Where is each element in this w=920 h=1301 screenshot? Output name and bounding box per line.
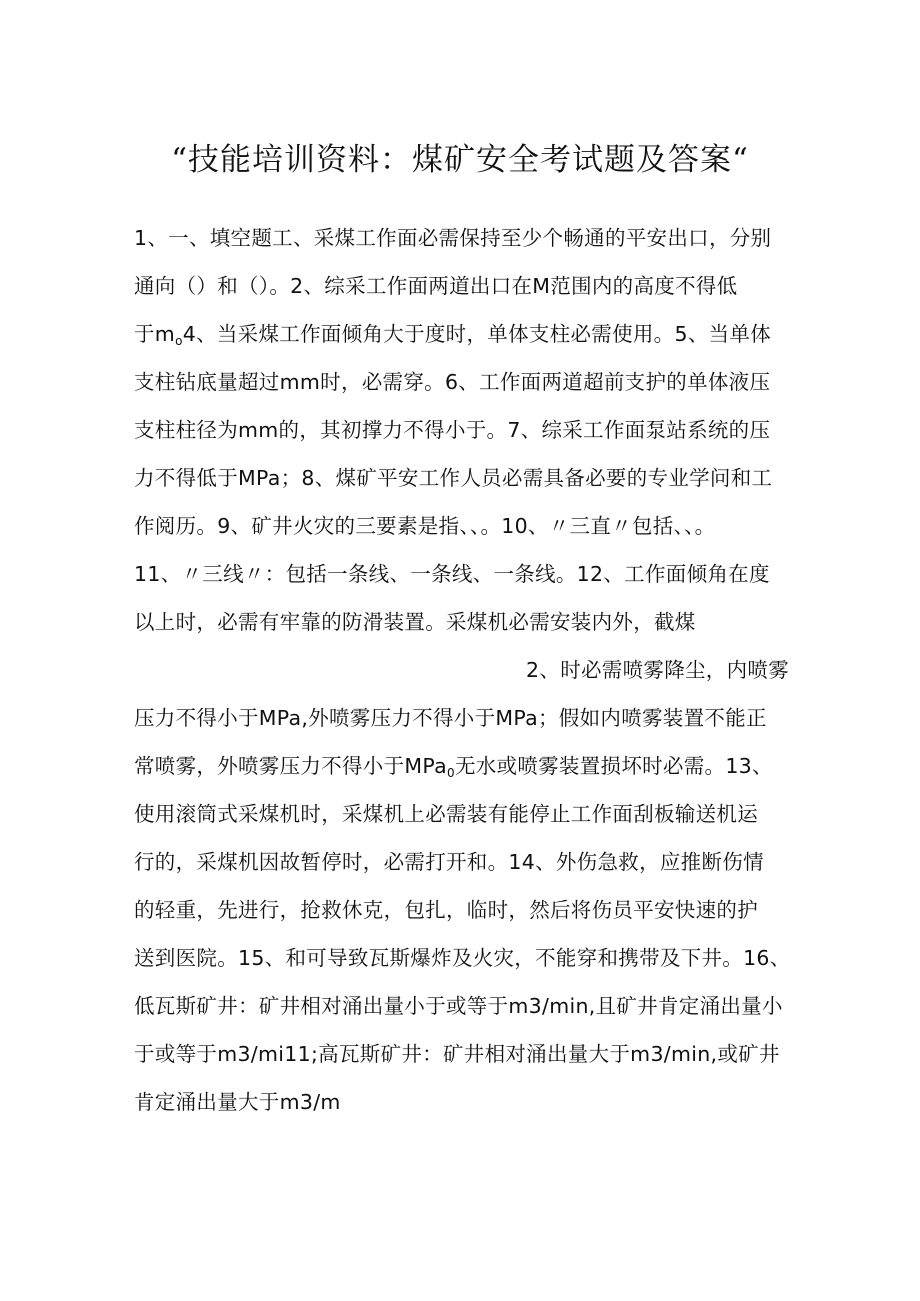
text-line-8: 11、〃三线〃：包括一条线、一条线、一条线。12、工作面倾角在度 (134, 562, 770, 586)
text-line-1: 1、一、填空题工、采煤工作面必需保持至少个畅通的平安出口，分别 (134, 226, 772, 250)
subscript-0: 0 (447, 766, 455, 780)
text-line-12-rest: 无水或喷雾装置损坏时必需。13、 (454, 754, 773, 778)
text-line-6: 力不得低于MPa；8、煤矿平安工作人员必需具备必要的专业学问和工 (134, 466, 773, 490)
text-line-19: 肯定涌出量大于m3/m (134, 1090, 341, 1114)
text-line-15: 的轻重，先进行，抢救休克，包扎，临时，然后将伤员平安快速的护 (134, 898, 758, 922)
text-line-9: 以上时，必需有牢靠的防滑装置。采煤机必需安装内外，截煤 (134, 610, 696, 634)
text-line-3 (134, 319, 771, 349)
text-line-3-rest: 4、当采煤工作面倾角大于度时，单体支柱必需使用。5、当单体 (182, 322, 772, 346)
text-line-12-start: 常喷雾，外喷雾压力不得小于MPa (134, 754, 447, 778)
text-line-7: 作阅历。9、矿井火灾的三要素是指、、。10、〃三直〃包括、、。 (134, 514, 716, 538)
text-line-12 (134, 751, 773, 781)
text-line-10: 2、时必需喷雾降尘，内喷雾 (526, 658, 789, 682)
text-line-16: 送到医院。15、和可导致瓦斯爆炸及火灾，不能穿和携带及下井。16、 (134, 946, 791, 970)
text-line-5: 支柱柱径为mm的，其初撑力不得小于。7、综采工作面泵站系统的压 (134, 418, 771, 442)
text-line-2: 通向（）和（）。2、综采工作面两道出口在M范围内的高度不得低 (134, 274, 738, 298)
text-line-17: 低瓦斯矿井：矿井相对涌出量小于或等于m3/min,且矿井肯定涌出量小 (134, 994, 783, 1018)
document-title: “技能培训资料：煤矿安全考试题及答案“ (171, 142, 749, 178)
text-line-4: 支柱钻底量超过mm时，必需穿。6、工作面两道超前支护的单体液压 (134, 370, 771, 394)
subscript-o: o (175, 334, 183, 348)
text-line-3-start: 于m (134, 322, 176, 346)
text-line-13: 使用滚筒式采煤机时，采煤机上必需装有能停止工作面刮板输送机运 (134, 802, 758, 826)
text-line-14: 行的，采煤机因故暂停时，必需打开和。14、外伤急救，应推断伤情 (134, 850, 764, 874)
text-line-11: 压力不得小于MPa,外喷雾压力不得小于MPa；假如内喷雾装置不能正 (134, 706, 767, 730)
text-line-18: 于或等于m3/mi11;高瓦斯矿井：矿井相对涌出量大于m3/min,或矿井 (134, 1042, 780, 1066)
